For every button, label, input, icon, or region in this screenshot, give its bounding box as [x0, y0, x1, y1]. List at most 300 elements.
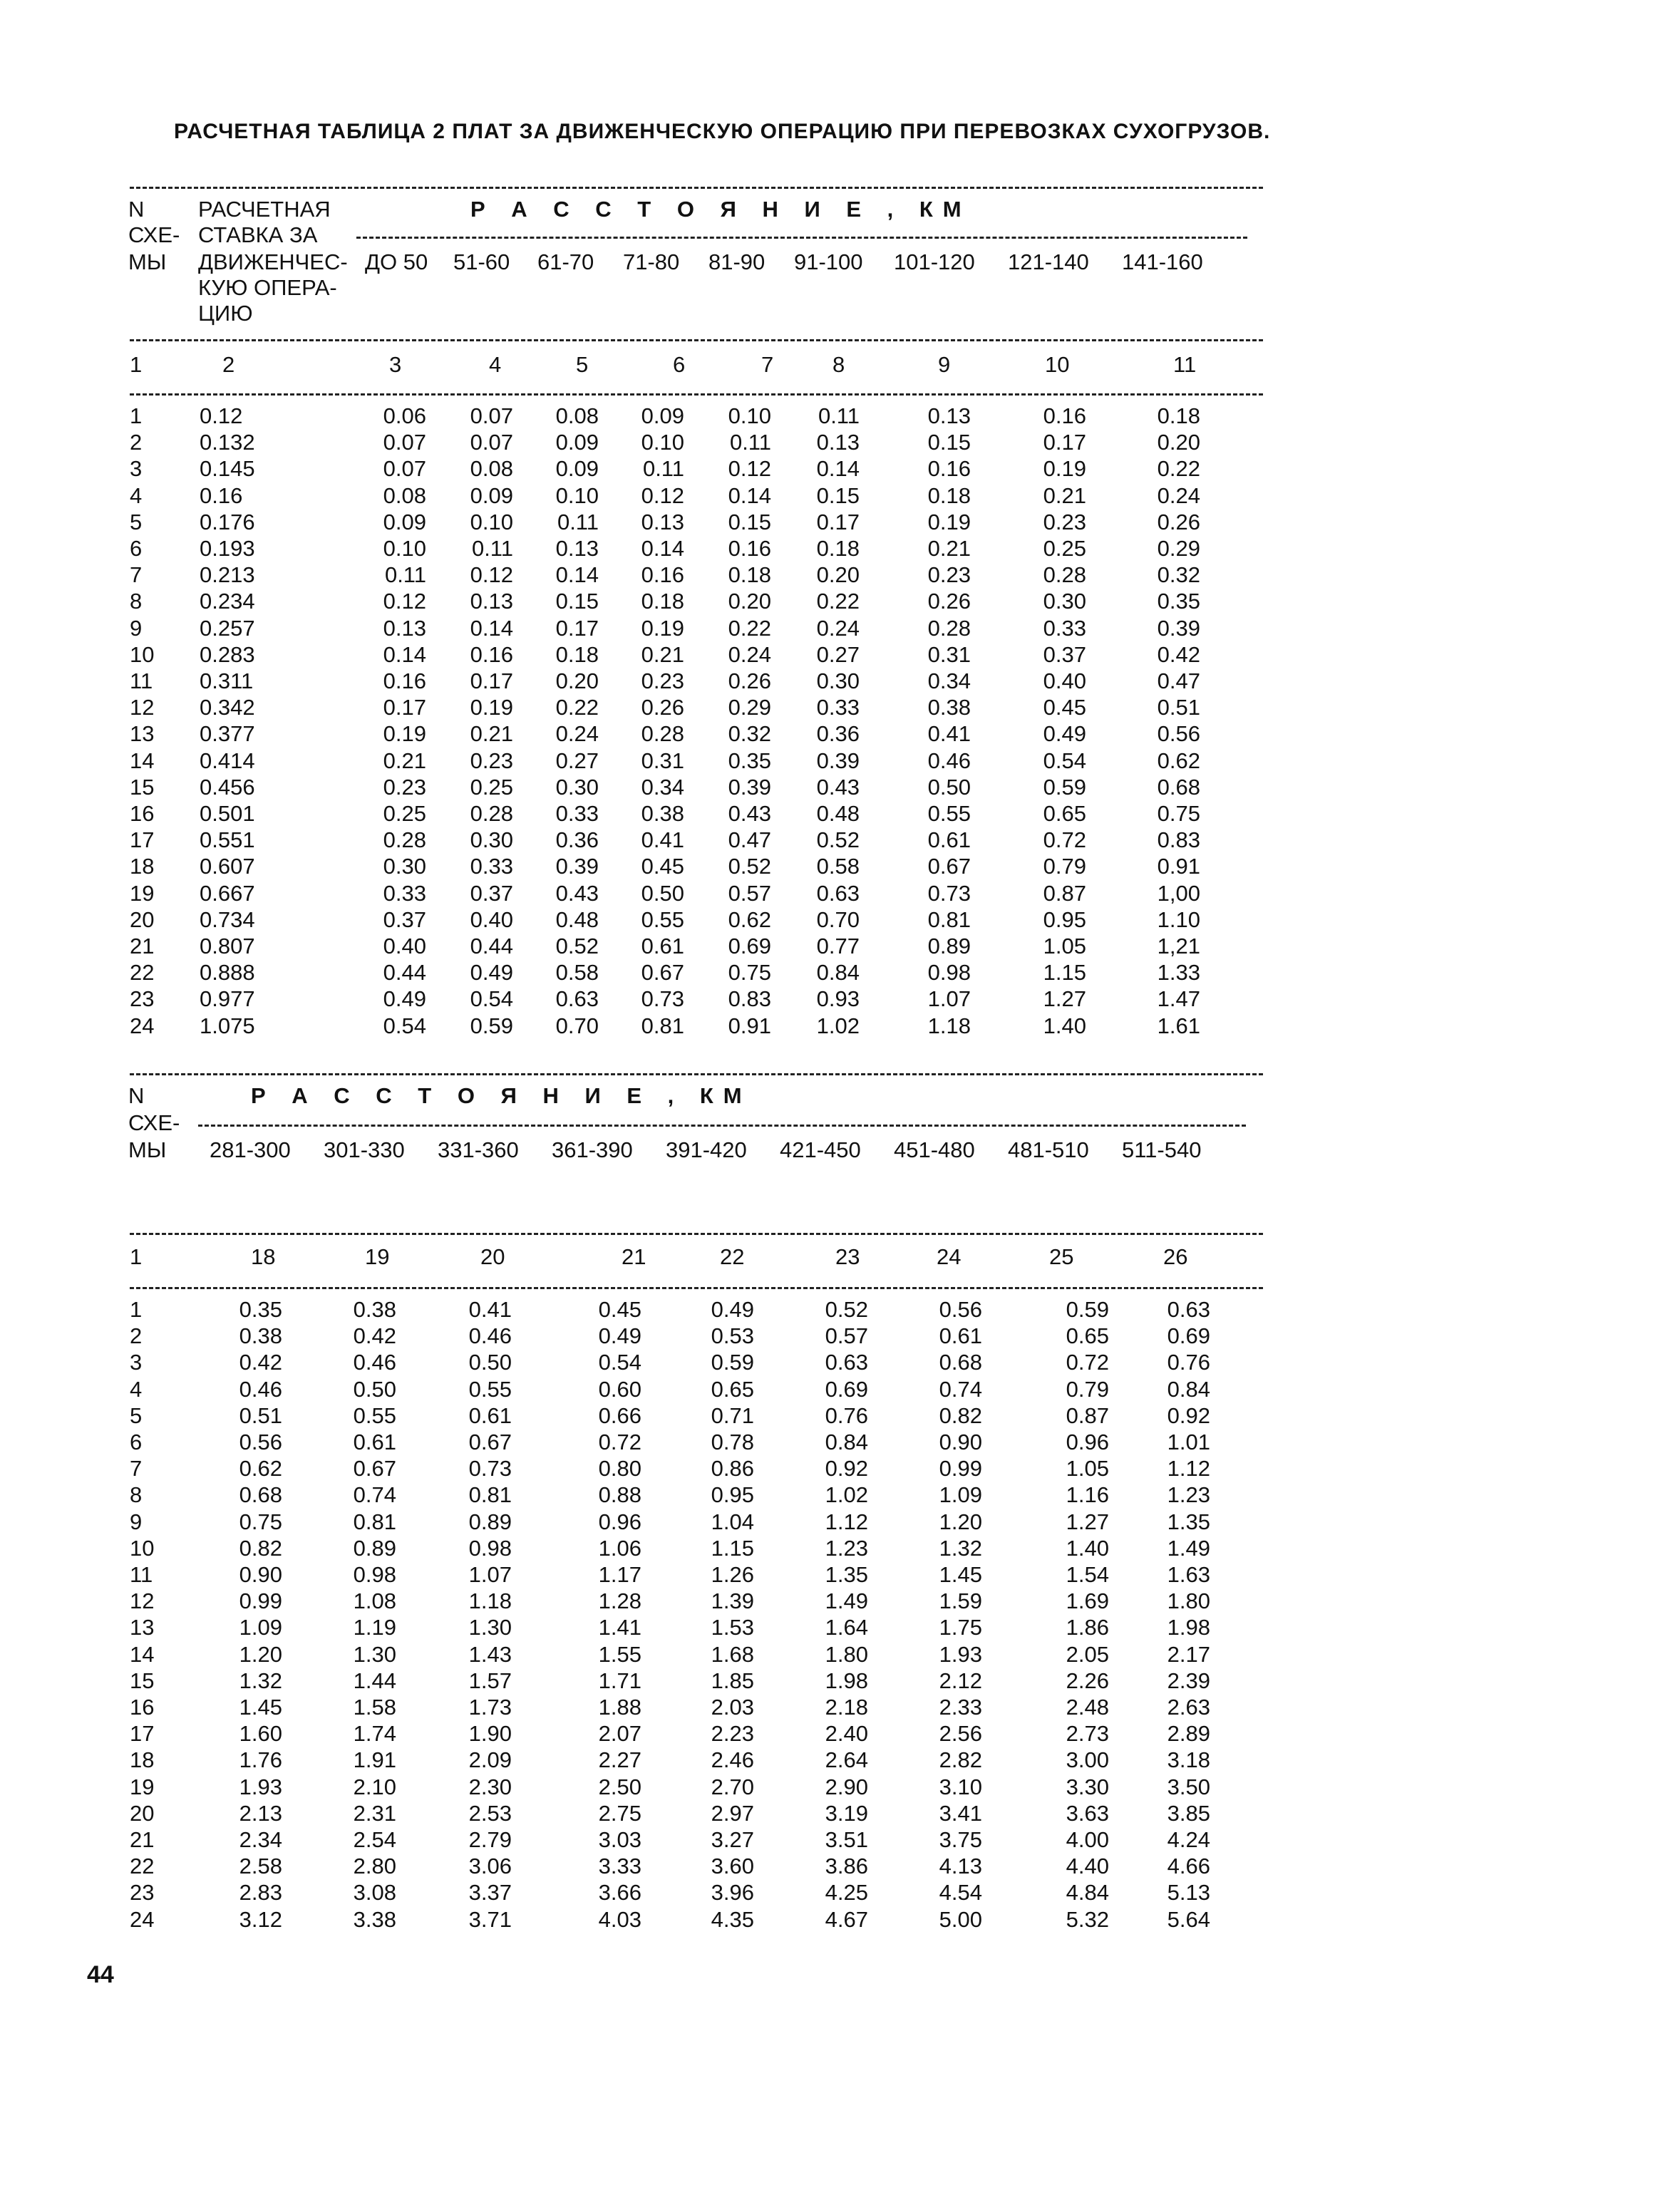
value-cell: 0.24: [1157, 482, 1200, 508]
value-cell: 1.74: [353, 1721, 396, 1747]
value-cell: 0.71: [711, 1402, 754, 1428]
value-cell: 0.13: [816, 430, 860, 455]
value-cell: 0.67: [353, 1456, 396, 1482]
table2-range-header: 331-360: [438, 1137, 519, 1162]
value-cell: 0.42: [353, 1323, 396, 1349]
value-cell: 0.47: [1157, 668, 1200, 693]
row-number-cell: 9: [130, 1509, 143, 1534]
value-cell: 1.07: [927, 986, 971, 1012]
value-cell: 0.52: [555, 934, 599, 958]
value-cell: 0.38: [239, 1323, 282, 1349]
value-cell: 0.26: [927, 589, 971, 614]
value-cell: 0.81: [468, 1482, 512, 1508]
value-cell: 0.88: [598, 1482, 641, 1508]
value-cell: 1.32: [239, 1668, 282, 1693]
value-cell: 0.59: [1043, 774, 1086, 800]
row-number-cell: 7: [130, 562, 143, 588]
value-cell: 5.00: [939, 1906, 982, 1932]
rate-cell: 0.234: [200, 589, 255, 614]
value-cell: 0.68: [1157, 774, 1200, 800]
value-cell: 0.17: [383, 695, 426, 720]
row-number-cell: 21: [130, 934, 155, 958]
value-cell: 2.34: [239, 1827, 282, 1852]
value-cell: 0.23: [927, 562, 971, 588]
table1-distance-title: Р А С С Т О Я Н И Е , КМ: [470, 197, 971, 222]
value-cell: 0.36: [555, 827, 599, 853]
value-cell: 0.62: [1157, 748, 1200, 773]
value-cell: 0.23: [383, 774, 426, 800]
value-cell: 0.39: [816, 748, 860, 773]
value-cell: 0.50: [468, 1350, 512, 1375]
table1-range-header: 61-70: [537, 249, 594, 274]
value-cell: 0.66: [598, 1402, 641, 1428]
row-number-cell: 12: [130, 1588, 155, 1614]
value-cell: 1.45: [939, 1562, 982, 1587]
value-cell: 0.15: [555, 589, 599, 614]
value-cell: 2.39: [1167, 1668, 1210, 1693]
value-cell: 0.50: [927, 774, 971, 800]
value-cell: 0.24: [555, 721, 599, 747]
value-cell: 0.12: [728, 456, 771, 482]
value-cell: 0.17: [555, 615, 599, 641]
value-cell: 2.82: [939, 1747, 982, 1773]
value-cell: 2.50: [598, 1774, 641, 1799]
value-cell: 4.25: [825, 1880, 868, 1906]
value-cell: 0.99: [239, 1588, 282, 1614]
value-cell: 0.09: [555, 430, 599, 455]
value-cell: 2.17: [1167, 1641, 1210, 1667]
table2-range-header: 391-420: [666, 1137, 747, 1162]
value-cell: 1.27: [1043, 986, 1086, 1012]
value-cell: 0.40: [383, 934, 426, 958]
value-cell: 2.73: [1066, 1721, 1109, 1747]
value-cell: 0.21: [927, 536, 971, 561]
value-cell: 3.12: [239, 1906, 282, 1932]
value-cell: 0.63: [816, 880, 860, 906]
value-cell: 0.07: [470, 430, 513, 455]
value-cell: 1.93: [239, 1774, 282, 1799]
value-cell: 1.28: [598, 1588, 641, 1614]
row-number-cell: 10: [130, 1535, 155, 1561]
row-number-cell: 8: [130, 589, 143, 614]
value-cell: 0.62: [728, 906, 771, 932]
value-cell: 0.75: [239, 1509, 282, 1534]
value-cell: 3.86: [825, 1854, 868, 1879]
value-cell: 0.46: [353, 1350, 396, 1375]
value-cell: 0.74: [353, 1482, 396, 1508]
value-cell: 0.16: [641, 562, 684, 588]
value-cell: 3.41: [939, 1800, 982, 1826]
value-cell: 1.57: [468, 1668, 512, 1693]
value-cell: 0.41: [468, 1297, 512, 1322]
value-cell: 1.32: [939, 1535, 982, 1561]
value-cell: 0.21: [1043, 482, 1086, 508]
value-cell: 0.67: [468, 1430, 512, 1454]
value-cell: 1.18: [468, 1588, 512, 1614]
value-cell: 3.66: [598, 1880, 641, 1906]
row-number-cell: 13: [130, 1615, 155, 1640]
value-cell: 2.07: [598, 1721, 641, 1747]
value-cell: 2.64: [825, 1747, 868, 1773]
value-cell: 0.73: [927, 880, 971, 906]
value-cell: 1.41: [598, 1615, 641, 1640]
value-cell: 1.26: [711, 1562, 754, 1587]
value-cell: 0.74: [939, 1376, 982, 1402]
value-cell: 3.51: [825, 1827, 868, 1852]
value-cell: 0.53: [711, 1323, 754, 1349]
value-cell: 1.23: [825, 1535, 868, 1561]
rate-cell: 0.193: [200, 536, 255, 561]
value-cell: 0.72: [1043, 827, 1086, 853]
value-cell: 0.90: [939, 1430, 982, 1454]
value-cell: 0.87: [1043, 880, 1086, 906]
value-cell: 3.03: [598, 1827, 641, 1852]
value-cell: 0.38: [353, 1297, 396, 1322]
value-cell: 0.12: [641, 482, 684, 508]
value-cell: 2.27: [598, 1747, 641, 1773]
value-cell: 3.38: [353, 1906, 396, 1932]
value-cell: 0.26: [728, 668, 771, 693]
value-cell: 0.96: [598, 1509, 641, 1534]
table2-column-number: 26: [1163, 1244, 1188, 1269]
value-cell: 1.15: [1043, 960, 1086, 986]
value-cell: 0.90: [239, 1562, 282, 1587]
value-cell: 1.60: [239, 1721, 282, 1747]
page-title: РАСЧЕТНАЯ ТАБЛИЦА 2 ПЛАТ ЗА ДВИЖЕНЧЕСКУЮ ОПЕРАЦИЮ ПРИ ПЕРЕВОЗКАХ СУХОГРУЗОВ.: [174, 120, 1271, 143]
table1-column-number: 2: [222, 352, 235, 377]
value-cell: 3.85: [1167, 1800, 1210, 1826]
value-cell: 2.53: [468, 1800, 512, 1826]
value-cell: 0.69: [728, 934, 771, 958]
rate-cell: 0.414: [200, 748, 255, 773]
value-cell: 0.13: [383, 615, 426, 641]
value-cell: 0.08: [470, 456, 513, 482]
value-cell: 0.76: [1167, 1350, 1210, 1375]
value-cell: 1.49: [825, 1588, 868, 1614]
value-cell: 1.53: [711, 1615, 754, 1640]
value-cell: 0.55: [353, 1402, 396, 1428]
table1-range-header: 51-60: [453, 249, 510, 274]
value-cell: 0.61: [468, 1402, 512, 1428]
value-cell: 0.27: [816, 641, 860, 667]
value-cell: 4.66: [1167, 1854, 1210, 1879]
value-cell: 0.20: [555, 668, 599, 693]
value-cell: 0.25: [1043, 536, 1086, 561]
value-cell: 0.67: [927, 854, 971, 879]
value-cell: 0.42: [1157, 641, 1200, 667]
value-cell: 0.16: [383, 668, 426, 693]
value-cell: 1.63: [1167, 1562, 1210, 1587]
value-cell: 1.93: [939, 1641, 982, 1667]
table2-range-header: 281-300: [210, 1137, 291, 1162]
value-cell: 0.54: [383, 1013, 426, 1038]
value-cell: 2.31: [353, 1800, 396, 1826]
row-number-cell: 23: [130, 986, 155, 1012]
value-cell: 0.18: [728, 562, 771, 588]
value-cell: 0.19: [641, 615, 684, 641]
table2-colnum-rule: [130, 1287, 1263, 1289]
table1-top-rule: [130, 187, 1263, 189]
value-cell: 1,21: [1157, 934, 1200, 958]
value-cell: 1.09: [939, 1482, 982, 1508]
value-cell: 0.37: [1043, 641, 1086, 667]
value-cell: 0.79: [1043, 854, 1086, 879]
value-cell: 2.18: [825, 1695, 868, 1720]
value-cell: 2.63: [1167, 1695, 1210, 1720]
value-cell: 0.16: [1043, 403, 1086, 428]
value-cell: 1.09: [239, 1615, 282, 1640]
value-cell: 0.96: [1066, 1430, 1109, 1454]
value-cell: 5.32: [1066, 1906, 1109, 1932]
value-cell: 0.56: [239, 1430, 282, 1454]
value-cell: 0.72: [1066, 1350, 1109, 1375]
value-cell: 0.61: [939, 1323, 982, 1349]
value-cell: 0.77: [816, 934, 860, 958]
row-number-cell: 22: [130, 1854, 155, 1879]
value-cell: 0.10: [728, 403, 771, 428]
value-cell: 1.23: [1167, 1482, 1210, 1508]
value-cell: 0.46: [239, 1376, 282, 1402]
value-cell: 0.33: [470, 854, 513, 879]
value-cell: 3.37: [468, 1880, 512, 1906]
row-number-cell: 14: [130, 748, 155, 773]
row-number-cell: 22: [130, 960, 155, 986]
rate-cell: 0.456: [200, 774, 255, 800]
value-cell: 0.68: [239, 1482, 282, 1508]
value-cell: 1.88: [598, 1695, 641, 1720]
value-cell: 0.15: [927, 430, 971, 455]
value-cell: 0.22: [728, 615, 771, 641]
row-number-cell: 1: [130, 403, 143, 428]
row-number-cell: 6: [130, 536, 143, 561]
row-number-cell: 3: [130, 1350, 143, 1375]
value-cell: 0.89: [468, 1509, 512, 1534]
row-number-cell: 2: [130, 430, 143, 455]
value-cell: 0.91: [1157, 854, 1200, 879]
value-cell: 1.85: [711, 1668, 754, 1693]
value-cell: 0.55: [468, 1376, 512, 1402]
value-cell: 0.21: [383, 748, 426, 773]
value-cell: 1.05: [1066, 1456, 1109, 1482]
rate-cell: 0.132: [200, 430, 255, 455]
table1-range-header: ДО 50: [365, 249, 428, 274]
value-cell: 0.13: [927, 403, 971, 428]
rate-cell: 0.16: [200, 482, 243, 508]
value-cell: 0.24: [728, 641, 771, 667]
value-cell: 1.64: [825, 1615, 868, 1640]
value-cell: 0.18: [816, 536, 860, 561]
value-cell: 0.59: [711, 1350, 754, 1375]
row-number-cell: 16: [130, 1695, 155, 1720]
value-cell: 3.50: [1167, 1774, 1210, 1799]
value-cell: 0.91: [728, 1013, 771, 1038]
value-cell: 0.23: [470, 748, 513, 773]
value-cell: 1.27: [1066, 1509, 1109, 1534]
value-cell: 0.98: [468, 1535, 512, 1561]
row-number-cell: 20: [130, 1800, 155, 1826]
value-cell: 0.35: [728, 748, 771, 773]
table2-column-number: 19: [365, 1244, 390, 1269]
table2-header-rule: [130, 1233, 1263, 1235]
value-cell: 2.12: [939, 1668, 982, 1693]
value-cell: 0.63: [555, 986, 599, 1012]
value-cell: 0.09: [555, 456, 599, 482]
value-cell: 0.59: [1066, 1297, 1109, 1322]
value-cell: 2.40: [825, 1721, 868, 1747]
value-cell: 1.17: [598, 1562, 641, 1587]
value-cell: 0.87: [1066, 1402, 1109, 1428]
value-cell: 2.26: [1066, 1668, 1109, 1693]
value-cell: 5.64: [1167, 1906, 1210, 1932]
value-cell: 0.12: [470, 562, 513, 588]
table2-column-number: 23: [835, 1244, 860, 1269]
value-cell: 0.28: [383, 827, 426, 853]
rate-cell: 0.501: [200, 801, 255, 826]
table1-range-header: 101-120: [894, 249, 975, 274]
row-number-cell: 6: [130, 1430, 143, 1454]
rate-cell: 0.213: [200, 562, 255, 588]
value-cell: 2.03: [711, 1695, 754, 1720]
value-cell: 3.00: [1066, 1747, 1109, 1773]
value-cell: 3.33: [598, 1854, 641, 1879]
value-cell: 0.92: [825, 1456, 868, 1482]
value-cell: 0.84: [1167, 1376, 1210, 1402]
value-cell: 0.13: [470, 589, 513, 614]
row-number-cell: 5: [130, 509, 143, 534]
value-cell: 2.90: [825, 1774, 868, 1799]
value-cell: 0.61: [353, 1430, 396, 1454]
rate-cell: 0.977: [200, 986, 255, 1012]
value-cell: 0.72: [598, 1430, 641, 1454]
value-cell: 0.63: [1167, 1297, 1210, 1322]
value-cell: 0.19: [927, 509, 971, 534]
table1-column-number: 9: [938, 352, 951, 377]
value-cell: 4.24: [1167, 1827, 1210, 1852]
table2-top-rule: [130, 1073, 1263, 1075]
value-cell: 3.71: [468, 1906, 512, 1932]
value-cell: 0.80: [598, 1456, 641, 1482]
value-cell: 0.33: [816, 695, 860, 720]
value-cell: 0.68: [939, 1350, 982, 1375]
value-cell: 1.44: [353, 1668, 396, 1693]
value-cell: 1.68: [711, 1641, 754, 1667]
value-cell: 1.04: [711, 1509, 754, 1534]
value-cell: 1.30: [353, 1641, 396, 1667]
value-cell: 0.39: [1157, 615, 1200, 641]
table1-n-header-line: СХЕ-: [128, 222, 180, 247]
table2-range-header: 421-450: [780, 1137, 861, 1162]
value-cell: 0.41: [641, 827, 684, 853]
value-cell: 0.18: [555, 641, 599, 667]
value-cell: 1.73: [468, 1695, 512, 1720]
row-number-cell: 7: [130, 1456, 143, 1482]
value-cell: 1.12: [825, 1509, 868, 1534]
value-cell: 0.36: [816, 721, 860, 747]
value-cell: 0.20: [816, 562, 860, 588]
value-cell: 0.39: [728, 774, 771, 800]
value-cell: 1.20: [239, 1641, 282, 1667]
value-cell: 0.52: [825, 1297, 868, 1322]
table1-range-header: 121-140: [1008, 249, 1089, 274]
value-cell: 0.48: [555, 906, 599, 932]
value-cell: 0.82: [239, 1535, 282, 1561]
value-cell: 2.23: [711, 1721, 754, 1747]
row-number-cell: 11: [130, 1562, 153, 1587]
value-cell: 2.70: [711, 1774, 754, 1799]
value-cell: 0.79: [1066, 1376, 1109, 1402]
value-cell: 1.54: [1066, 1562, 1109, 1587]
table1-rate-header-line: ЦИЮ: [198, 301, 253, 326]
value-cell: 0.14: [383, 641, 426, 667]
value-cell: 0.81: [641, 1013, 684, 1038]
row-number-cell: 13: [130, 721, 155, 747]
row-number-cell: 19: [130, 1774, 155, 1799]
value-cell: 0.61: [927, 827, 971, 853]
value-cell: 0.14: [555, 562, 599, 588]
value-cell: 0.45: [598, 1297, 641, 1322]
value-cell: 1.15: [711, 1535, 754, 1561]
value-cell: 0.31: [927, 641, 971, 667]
value-cell: 0.19: [383, 721, 426, 747]
value-cell: 0.32: [728, 721, 771, 747]
value-cell: 0.60: [598, 1376, 641, 1402]
row-number-cell: 2: [130, 1323, 143, 1349]
table1-header-rule: [130, 339, 1263, 341]
value-cell: 3.19: [825, 1800, 868, 1826]
row-number-cell: 1: [130, 1297, 143, 1322]
value-cell: 5.13: [1167, 1880, 1210, 1906]
value-cell: 2.33: [939, 1695, 982, 1720]
value-cell: 0.17: [1043, 430, 1086, 455]
value-cell: 0.83: [1157, 827, 1200, 853]
value-cell: 0.26: [1157, 509, 1200, 534]
value-cell: 0.81: [927, 906, 971, 932]
value-cell: 1.01: [1167, 1430, 1210, 1454]
value-cell: 0.32: [1157, 562, 1200, 588]
value-cell: 1.02: [825, 1482, 868, 1508]
row-number-cell: 23: [130, 1880, 155, 1906]
value-cell: 0.59: [470, 1013, 513, 1038]
value-cell: 2.09: [468, 1747, 512, 1773]
table1-range-header: 91-100: [794, 249, 863, 274]
row-number-cell: 21: [130, 1827, 155, 1852]
value-cell: 0.17: [470, 668, 513, 693]
value-cell: 0.11: [471, 536, 513, 561]
table2-range-header: 451-480: [894, 1137, 975, 1162]
value-cell: 0.69: [825, 1376, 868, 1402]
value-cell: 3.63: [1066, 1800, 1109, 1826]
table1-column-number: 7: [761, 352, 774, 377]
value-cell: 0.73: [641, 986, 684, 1012]
value-cell: 1.10: [1157, 906, 1200, 932]
value-cell: 0.98: [927, 960, 971, 986]
rate-cell: 0.12: [200, 403, 243, 428]
value-cell: 0.95: [1043, 906, 1086, 932]
row-number-cell: 16: [130, 801, 155, 826]
value-cell: 1.75: [939, 1615, 982, 1640]
value-cell: 0.49: [383, 986, 426, 1012]
rate-cell: 0.667: [200, 880, 255, 906]
table1-range-header: 71-80: [623, 249, 680, 274]
value-cell: 0.38: [641, 801, 684, 826]
value-cell: 4.03: [598, 1906, 641, 1932]
value-cell: 1.35: [1167, 1509, 1210, 1534]
value-cell: 1.49: [1167, 1535, 1210, 1561]
value-cell: 0.10: [641, 430, 684, 455]
value-cell: 0.18: [1157, 403, 1200, 428]
value-cell: 1.98: [1167, 1615, 1210, 1640]
value-cell: 0.49: [598, 1323, 641, 1349]
